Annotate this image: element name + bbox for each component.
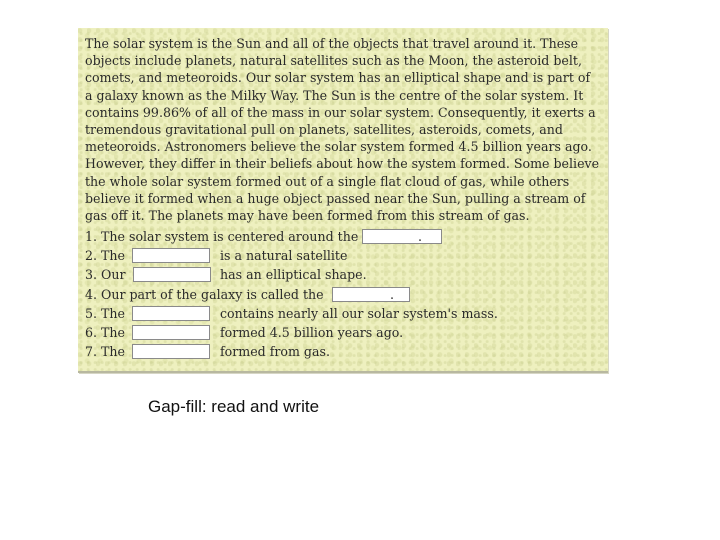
answer-input-4[interactable] [332,287,410,302]
question-3 [85,265,601,284]
question-2-prompt: 2. The [85,248,125,264]
question-5 [85,304,601,323]
question-5-prompt: 5. The [85,305,125,321]
question-7-suffix: formed from gas. [220,344,330,360]
answer-input-7[interactable] [132,344,210,359]
exercise-panel [78,28,608,373]
question-6 [85,323,601,342]
question-1-suffix: . [418,229,423,244]
question-list [85,227,601,361]
reading-passage: The solar system is the Sun and all of the objects that travel around it. These objects include planets, natural satellites such as the Moon, the asteroid belt, comets, and meteoroids. Our solar system has an elliptical shape and is part of a galaxy known as the Milky Way. The Sun is the centre of the solar system. It contains 99.86% of all of the mass in our solar system. Consequently, it exerts a tremendous gravitational pull on planets, satellites, asteroids, comets, and meteoroids. Astronomers believe the solar system formed 4.5 billion years ago. However, they differ in their beliefs about how the system formed. Some believe the whole solar system formed out of a single flat cloud of gas, while others believe it formed when a huge object passed near the Sun, pulling a stream of gas off it. The planets may have been formed from this stream of gas. [85,36,600,224]
question-5-suffix: contains nearly all our solar system's mass. [220,305,498,321]
question-1-prompt: 1. The solar system is centered around the [85,229,359,244]
question-4-prompt: 4. Our part of the galaxy is called the [85,286,324,302]
question-4-suffix: . [390,286,395,302]
question-2-suffix: is a natural satellite [220,248,348,264]
question-6-prompt: 6. The [85,324,125,340]
question-4 [85,285,601,304]
question-3-suffix: has an elliptical shape. [220,267,367,283]
question-6-suffix: formed 4.5 billion years ago. [220,324,404,340]
slide-caption: Gap-fill: read and write [148,397,320,416]
answer-input-3[interactable] [133,267,211,282]
answer-input-5[interactable] [132,306,210,321]
answer-input-6[interactable] [132,325,210,340]
question-2 [85,246,601,265]
question-7 [85,342,601,361]
question-7-prompt: 7. The [85,344,125,360]
question-3-prompt: 3. Our [85,267,126,283]
answer-input-2[interactable] [132,248,210,263]
question-1 [85,227,601,246]
answer-input-1[interactable] [362,229,442,244]
